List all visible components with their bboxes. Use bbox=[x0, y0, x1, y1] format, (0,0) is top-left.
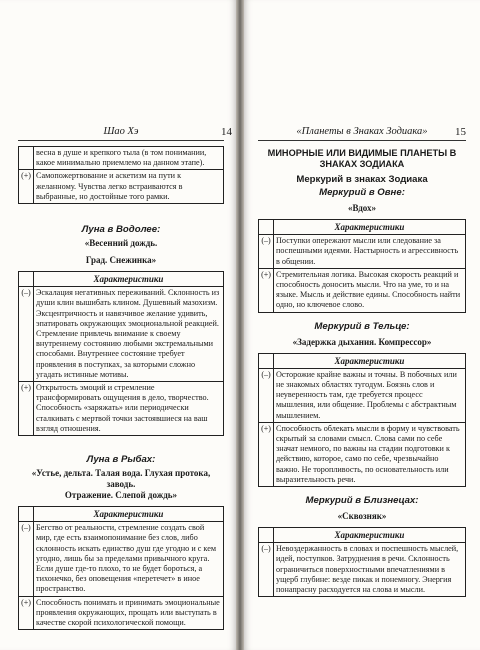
sign-cell: (+) bbox=[19, 382, 34, 436]
sign-cell bbox=[19, 147, 34, 170]
right-page-number: 15 bbox=[455, 126, 466, 138]
table-header: Характеристики bbox=[274, 528, 466, 543]
empty-cell bbox=[259, 220, 274, 235]
text-cell: Бегство от реальности, стремление создать свой мир, где есть взаимопонимание без слов, либо склонность искать единство душ где угодно и с кем угодно, лишь бы за пределами привычного круга. Если душе где-то плохо, то не будет бороться, а тихонечко, без оповещения «перетечет» в иное пространство. bbox=[34, 522, 224, 596]
right-running-header bbox=[258, 126, 466, 141]
text-cell: весна в душе и крепкого тыла (в том понимании, какое минимально приемлемо на данном этапе). bbox=[34, 147, 224, 170]
empty-cell bbox=[19, 272, 34, 287]
empty-cell bbox=[19, 507, 34, 522]
text-cell: Осторожие крайне важны и точны. В побочных или не знакомых областях тугодум. Боязнь слов и неуверенность там, где требуется процесс мышления, или общение. Проблемы с абстрактным мышлением. bbox=[274, 368, 466, 422]
table-row bbox=[19, 287, 224, 382]
text-cell: Открытость эмоций и стремление трансформировать ощущения в дело, творчество. Способность «заряжать» или периодически сталкивать с мертвой точки застоявшиеся на ваш взгляд отношения. bbox=[34, 382, 224, 436]
left-page bbox=[0, 0, 236, 650]
characteristics-table bbox=[258, 527, 466, 597]
table-row bbox=[19, 596, 224, 630]
characteristics-table bbox=[258, 219, 466, 313]
empty-cell bbox=[259, 353, 274, 368]
text-cell: Способность облекать мысли в форму и чувствовать скрытый за словами смысл. Слова сами по себе значат немного, по важны на стадии подготовки к действию, которое, само по себе, чрезвычайно важно. Не торопливость, по основательность или выразительность речи. bbox=[274, 422, 466, 486]
section-subtitle bbox=[18, 468, 224, 501]
table-header-row bbox=[19, 272, 224, 287]
left-page-number: 14 bbox=[221, 126, 232, 138]
left-content bbox=[18, 146, 224, 630]
sign-cell: (+) bbox=[19, 170, 34, 204]
table-header-row bbox=[259, 528, 466, 543]
sign-cell: (–) bbox=[259, 543, 274, 597]
right-content bbox=[258, 148, 466, 597]
subtitle-line: «Устье, дельта. Талая вода. Глухая протока, заводь. bbox=[31, 468, 211, 490]
characteristics-table bbox=[18, 506, 224, 630]
section-subtitle bbox=[18, 238, 224, 266]
subtitle-line: Отражение. Слепой дождь» bbox=[64, 490, 178, 501]
table-header: Характеристики bbox=[34, 507, 224, 522]
text-cell: Способность понимать и принимать эмоциональные проявления окружающих, прощать или выступать в качестве скорой психологической помощи. bbox=[34, 596, 224, 630]
table-row bbox=[259, 543, 466, 597]
table-row bbox=[259, 422, 466, 486]
table-row bbox=[259, 235, 466, 269]
right-page bbox=[244, 0, 480, 650]
table-row bbox=[259, 268, 466, 312]
left-header-title: Шао Хэ bbox=[103, 126, 139, 137]
subtitle-line: Град. Снежинка» bbox=[85, 255, 157, 266]
table-header-row bbox=[259, 220, 466, 235]
table-header-row bbox=[259, 353, 466, 368]
text-cell: Самопожертвование и аскетизм на пути к желанному. Чувства легко встраиваются в выбранные, но достойные того рамки. bbox=[34, 170, 224, 204]
subtitle-line: «Весенний дождь. bbox=[84, 238, 158, 249]
table-row bbox=[19, 147, 224, 170]
right-header-title: «Планеты в Знаках Зодиака» bbox=[296, 126, 428, 137]
section-subtitle: «Сквозняк» bbox=[337, 511, 387, 522]
section-heading: Меркурий в Овне: bbox=[319, 187, 405, 198]
text-cell: Стремительная логика. Высокая скорость реакций и способность доносить мысли. Что на уме, то и на языке. Мысль и действие едины. Способность найти одно, но ключевое слово. bbox=[274, 268, 466, 312]
section-heading: Меркурий в Близнецах: bbox=[305, 495, 419, 507]
section-heading: Луна в Рыбах: bbox=[86, 454, 156, 466]
table-header-row bbox=[19, 507, 224, 522]
characteristics-table bbox=[18, 271, 224, 436]
section-subtitle: «Задержка дыхания. Компрессор» bbox=[292, 336, 432, 347]
continuation-table bbox=[18, 146, 224, 204]
table-header: Характеристики bbox=[274, 353, 466, 368]
group-title: Меркурий в знаках Зодиака bbox=[296, 174, 428, 185]
left-running-header bbox=[18, 126, 232, 141]
table-header: Характеристики bbox=[34, 272, 224, 287]
section-heading: Меркурий в Тельце: bbox=[314, 320, 410, 332]
sign-cell: (–) bbox=[19, 522, 34, 596]
section-heading: Луна в Водолее: bbox=[81, 224, 161, 236]
text-cell: Эскалация негативных переживаний. Склонность из души клин вышибать клином. Душевный мазохизм. Эксцентричность и навязчивое желание удивить, эпатировать окружающих эмоциональной реакцией. Стремление привлечь внимание к своему внутреннему состоянию любыми экстремальными способами. Внутреннее состояние требует проявления в поступках, за которыми сложно угадать истинные мотивы. bbox=[34, 287, 224, 382]
sign-cell: (–) bbox=[19, 287, 34, 382]
empty-cell bbox=[259, 528, 274, 543]
table-row bbox=[19, 170, 224, 204]
sign-cell: (+) bbox=[259, 422, 274, 486]
sign-cell: (+) bbox=[19, 596, 34, 630]
book-gutter bbox=[236, 0, 244, 650]
chapter-title: МИНОРНЫЕ ИЛИ ВИДИМЫЕ ПЛАНЕТЫ В ЗНАКАХ ЗОДИАКА bbox=[267, 148, 457, 169]
text-cell: Невоздержанность в словах и поспешность мыслей, идей, поступков. Затруднения в речи. Склонность ограничиться поверхностными впечатлениями в ущерб глубине: везде пикак и понемногу. Энергия понапрасну расходуется на слова и мысли. bbox=[274, 543, 466, 597]
table-row bbox=[19, 382, 224, 436]
table-row bbox=[259, 368, 466, 422]
table-row bbox=[19, 522, 224, 596]
sign-cell: (–) bbox=[259, 235, 274, 269]
sign-cell: (–) bbox=[259, 368, 274, 422]
characteristics-table bbox=[258, 353, 466, 487]
table-header: Характеристики bbox=[274, 220, 466, 235]
section-subtitle: «Вдох» bbox=[347, 203, 377, 213]
text-cell: Поступки опережают мысли или следование за поспешными идеями. Настырность и агрессивность в общении. bbox=[274, 235, 466, 269]
sign-cell: (+) bbox=[259, 268, 274, 312]
